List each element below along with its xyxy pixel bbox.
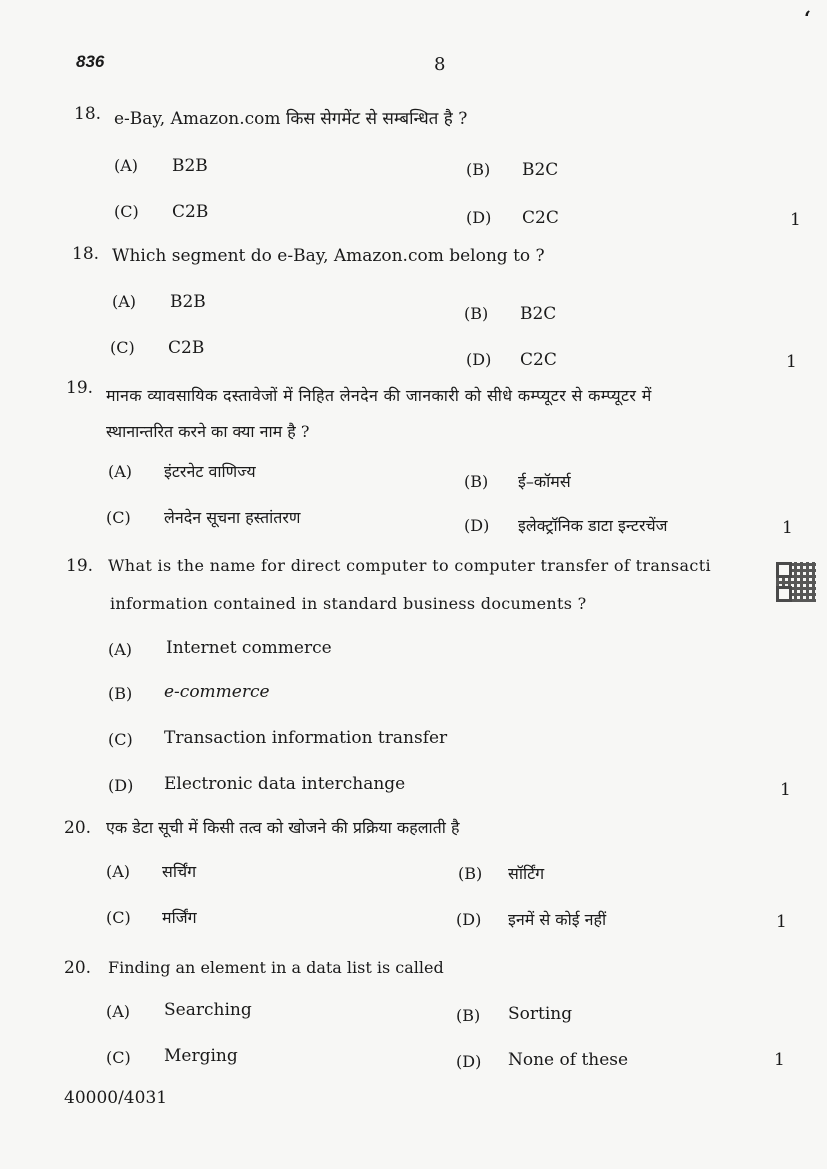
page-number: 8 [434,54,446,75]
option-a-label: (A) [106,862,131,881]
option-a-label: (A) [106,1002,131,1021]
option-c-label: (C) [106,908,131,927]
marks: 1 [776,912,787,932]
question-text: e-Bay, Amazon.com किस सेगमेंट से सम्बन्धित है ? [114,109,468,129]
option-b-label: (B) [466,160,491,179]
option-a: B2B [170,292,206,312]
option-b: B2C [520,304,557,324]
question-text-line2: स्थानान्तरित करने का क्या नाम है ? [106,422,310,441]
option-b-label: (B) [464,472,489,491]
option-c: मर्जिंग [162,908,197,927]
option-d: इनमें से कोई नहीं [508,910,607,929]
marks: 1 [786,352,797,372]
option-c: Transaction information transfer [164,728,448,748]
option-a-label: (A) [112,292,137,311]
option-b: सॉर्टिंग [508,864,545,883]
question-number: 20. [64,818,92,838]
option-c: लेनदेन सूचना हस्तांतरण [164,508,301,527]
question-text: एक डेटा सूची में किसी तत्व को खोजने की प्रक्रिया कहलाती है [106,818,460,837]
question-text-line1: मानक व्यावसायिक दस्तावेजों में निहित लेनदेन की जानकारी को सीधे कम्प्यूटर से कम्प्यूटर में [106,386,652,405]
option-d-label: (D) [466,208,492,227]
corner-mark: ‘ [804,6,811,30]
qr-code-icon [776,562,816,602]
option-c-label: (C) [106,1048,131,1067]
option-b-label: (B) [108,684,133,703]
question-number: 18. [74,104,102,124]
question-text: Which segment do e-Bay, Amazon.com belong to ? [112,246,545,266]
question-number: 20. [64,958,92,978]
question-number: 18. [72,244,100,264]
option-c-label: (C) [114,202,139,221]
paper-code: 836 [76,52,105,71]
option-a-label: (A) [108,462,133,481]
option-a: B2B [172,156,208,176]
option-c: C2B [172,202,209,222]
option-b: e-commerce [164,682,270,702]
footer-code: 40000/4031 [64,1088,168,1108]
option-b-label: (B) [458,864,483,883]
option-d: None of these [508,1050,629,1070]
marks: 1 [782,518,793,538]
option-a: Internet commerce [166,638,332,658]
option-d-label: (D) [466,350,492,369]
option-d: इलेक्ट्रॉनिक डाटा इन्टरचेंज [518,516,668,535]
option-d-label: (D) [456,910,482,929]
option-b: Sorting [508,1004,573,1024]
option-c-label: (C) [108,730,133,749]
option-c-label: (C) [106,508,131,527]
option-d-label: (D) [108,776,134,795]
option-d: C2C [520,350,557,370]
option-b: ई–कॉमर्स [518,472,571,491]
option-c: C2B [168,338,205,358]
marks: 1 [780,780,791,800]
option-b: B2C [522,160,559,180]
option-c: Merging [164,1046,238,1066]
option-b-label: (B) [464,304,489,323]
option-a: इंटरनेट वाणिज्य [164,462,256,481]
option-d: C2C [522,208,559,228]
option-d-label: (D) [464,516,490,535]
option-d: Electronic data interchange [164,774,406,794]
option-a-label: (A) [108,640,133,659]
question-text-line1: What is the name for direct computer to computer transfer of transacti [108,556,711,575]
option-a: Searching [164,1000,252,1020]
marks: 1 [790,210,801,230]
option-b-label: (B) [456,1006,481,1025]
option-d-label: (D) [456,1052,482,1071]
option-a: सर्चिंग [162,862,197,881]
question-text: Finding an element in a data list is called [108,958,444,977]
marks: 1 [774,1050,785,1070]
question-number: 19. [66,378,94,398]
option-a-label: (A) [114,156,139,175]
option-c-label: (C) [110,338,135,357]
question-number: 19. [66,556,94,576]
question-text-line2: information contained in standard business documents ? [110,594,587,613]
